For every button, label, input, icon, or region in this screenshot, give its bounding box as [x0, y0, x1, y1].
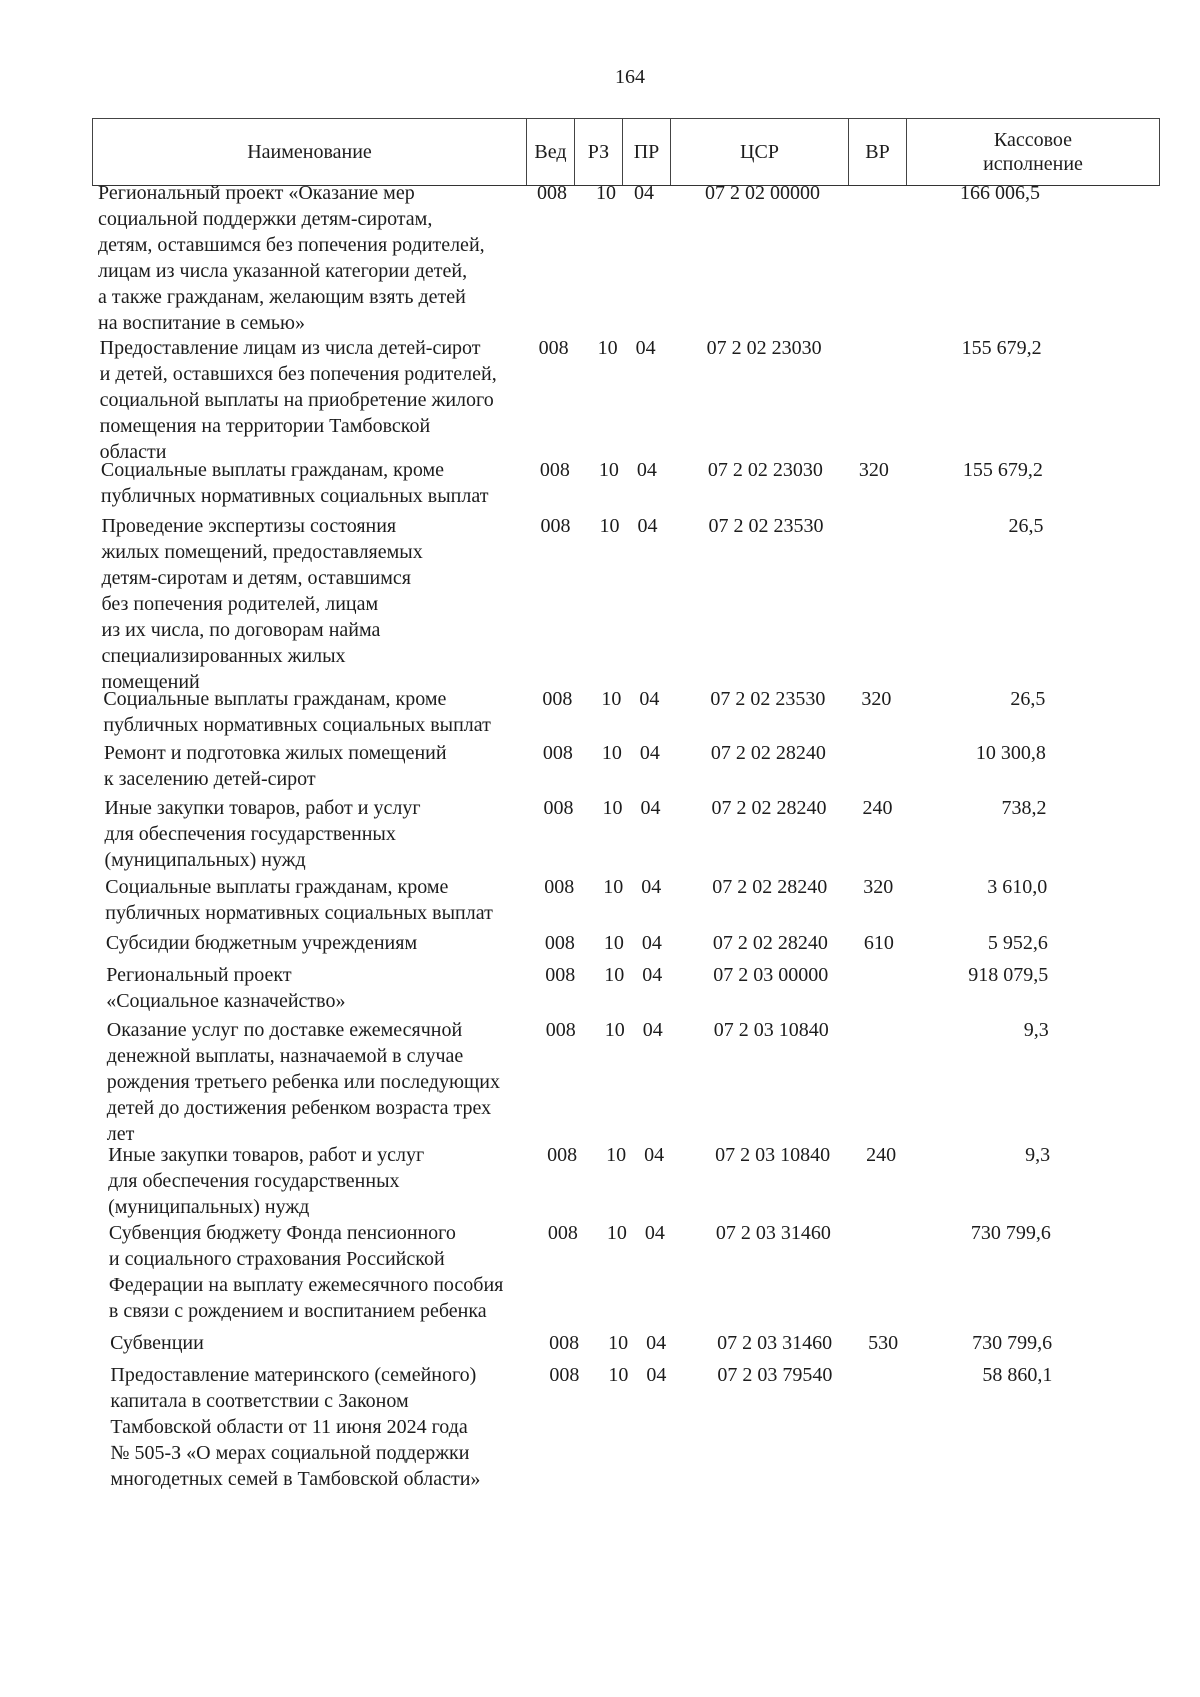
row-ved: 008 [537, 182, 567, 204]
row-rz: 10 [603, 932, 624, 954]
row-ved: 008 [539, 459, 570, 481]
row-rz: 10 [598, 459, 619, 481]
row-pr: 04 [634, 182, 654, 204]
row-ved: 008 [542, 688, 573, 710]
column-header-ved: Вед [527, 119, 575, 185]
row-amount: 26,5 [1008, 515, 1044, 537]
row-pr: 04 [637, 515, 658, 537]
row-amount: 9,3 [1023, 1019, 1049, 1041]
row-ved: 008 [542, 742, 573, 764]
row-csr: 07 2 02 23030 [707, 459, 823, 481]
row-csr: 07 2 02 23530 [710, 688, 826, 710]
row-rz: 10 [608, 1332, 629, 1354]
row-pr: 04 [646, 1332, 667, 1354]
row-pr: 04 [639, 742, 660, 764]
row-amount: 10 300,8 [975, 742, 1046, 764]
row-csr: 07 2 03 31460 [715, 1222, 831, 1244]
row-csr: 07 2 03 10840 [713, 1019, 829, 1041]
row-name: Оказание услуг по доставке ежемесячной денежной выплаты, назначаемой в случае рождения третьего ребенка или последующих детей до достижения ребенком возраста трех лет [106, 1019, 501, 1145]
row-ved: 008 [547, 1144, 578, 1166]
row-ved: 008 [549, 1364, 580, 1386]
row-amount: 5 952,6 [987, 932, 1048, 954]
row-amount: 26,5 [1010, 688, 1046, 710]
page-number: 164 [615, 66, 645, 88]
row-name: Субвенция бюджету Фонда пенсионного и социального страхования Российской Федерации на выплату ежемесячного пособия в связи с рождением и воспитанием ребенка [108, 1222, 504, 1322]
row-csr: 07 2 03 00000 [713, 964, 829, 986]
column-header-vr: ВР [849, 119, 907, 185]
row-ved: 008 [544, 932, 575, 954]
row-vr: 610 [863, 932, 894, 954]
row-name: Иные закупки товаров, работ и услуг для обеспечения государственных (муниципальных) нужд [108, 1144, 425, 1218]
row-vr: 320 [861, 688, 892, 710]
row-csr: 07 2 02 28240 [711, 797, 827, 819]
row-ved: 008 [545, 1019, 576, 1041]
row-pr: 04 [644, 1222, 665, 1244]
row-csr: 07 2 03 10840 [715, 1144, 831, 1166]
row-amount: 166 006,5 [960, 182, 1040, 204]
row-name: Предоставление лицам из числа детей-сирот и детей, оставшихся без попечения родителей, социальной выплаты на приобретение жилого помещения на территории Тамбовской области [99, 337, 497, 463]
row-rz: 10 [603, 876, 624, 898]
row-name: Субвенции [110, 1332, 204, 1354]
row-csr: 07 2 02 28240 [710, 742, 826, 764]
row-amount: 58 860,1 [982, 1364, 1053, 1386]
row-amount: 730 799,6 [972, 1332, 1053, 1354]
row-name: Региональный проект «Социальное казначейство» [106, 964, 346, 1012]
row-rz: 10 [599, 515, 620, 537]
row-pr: 04 [639, 688, 660, 710]
row-amount: 3 610,0 [987, 876, 1048, 898]
table-header [92, 118, 1160, 186]
row-pr: 04 [640, 797, 661, 819]
row-csr: 07 2 02 23530 [708, 515, 824, 537]
row-ved: 008 [544, 876, 575, 898]
row-rz: 10 [601, 742, 622, 764]
row-ved: 008 [549, 1332, 580, 1354]
column-header-amount: Кассовое исполнение [983, 129, 1083, 175]
row-ved: 008 [538, 337, 569, 359]
row-vr: 530 [868, 1332, 899, 1354]
row-name: Социальные выплаты гражданам, кроме публичных нормативных социальных выплат [105, 876, 493, 924]
row-pr: 04 [644, 1144, 665, 1166]
row-rz: 10 [596, 182, 616, 204]
row-name: Социальные выплаты гражданам, кроме публичных нормативных социальных выплат [103, 688, 491, 736]
row-vr: 240 [862, 797, 893, 819]
row-ved: 008 [545, 964, 576, 986]
row-amount: 155 679,2 [961, 337, 1042, 359]
row-ved: 008 [540, 515, 571, 537]
row-csr: 07 2 02 28240 [712, 932, 828, 954]
row-vr: 320 [863, 876, 894, 898]
column-header-pr: ПР [623, 119, 671, 185]
row-csr: 07 2 02 00000 [705, 182, 820, 204]
row-name: Региональный проект «Оказание мер социальной поддержки детям-сиротам, детям, оставшимся без попечения родителей, лицам из числа указанной категории детей, а также гражданам, желающим взять детей на воспитание в семью» [98, 182, 485, 334]
row-name: Иные закупки товаров, работ и услуг для обеспечения государственных (муниципальных) нужд [104, 797, 421, 871]
row-vr: 320 [858, 459, 889, 481]
row-rz: 10 [604, 1019, 625, 1041]
row-ved: 008 [547, 1222, 578, 1244]
row-csr: 07 2 02 23030 [706, 337, 822, 359]
row-pr: 04 [642, 964, 663, 986]
row-pr: 04 [646, 1364, 667, 1386]
column-header-rz: РЗ [575, 119, 623, 185]
row-pr: 04 [641, 876, 662, 898]
column-header-csr: ЦСР [671, 119, 849, 185]
row-vr: 240 [866, 1144, 897, 1166]
row-rz: 10 [606, 1144, 627, 1166]
row-csr: 07 2 03 31460 [717, 1332, 833, 1354]
row-rz: 10 [604, 964, 625, 986]
row-rz: 10 [601, 688, 622, 710]
row-csr: 07 2 02 28240 [712, 876, 828, 898]
row-name: Ремонт и подготовка жилых помещений к заселению детей-сирот [103, 742, 447, 790]
row-amount: 9,3 [1025, 1144, 1051, 1166]
row-csr: 07 2 03 79540 [717, 1364, 833, 1386]
row-amount: 918 079,5 [968, 964, 1049, 986]
column-header-name: Наименование [93, 119, 527, 185]
row-amount: 738,2 [1001, 797, 1047, 819]
row-pr: 04 [636, 459, 657, 481]
row-ved: 008 [543, 797, 574, 819]
row-amount: 730 799,6 [970, 1222, 1051, 1244]
row-pr: 04 [635, 337, 656, 359]
row-rz: 10 [606, 1222, 627, 1244]
row-rz: 10 [608, 1364, 629, 1386]
row-name: Субсидии бюджетным учреждениям [105, 932, 418, 954]
row-name: Предоставление материнского (семейного) капитала в соответствии с Законом Тамбовской области от 11 июня 2024 года № 505-З «О мерах социальной поддержки многодетных семей в Тамбовской области» [110, 1364, 481, 1490]
row-rz: 10 [597, 337, 618, 359]
row-amount: 155 679,2 [962, 459, 1043, 481]
row-pr: 04 [642, 1019, 663, 1041]
row-name: Социальные выплаты гражданам, кроме публичных нормативных социальных выплат [100, 459, 489, 507]
row-pr: 04 [641, 932, 662, 954]
row-name: Проведение экспертизы состояния жилых помещений, предоставляемых детям-сиротам и детям, оставшимся без попечения родителей, лицам из их числа, по договорам найма специализированных жилых помещений [101, 515, 423, 693]
row-rz: 10 [602, 797, 623, 819]
